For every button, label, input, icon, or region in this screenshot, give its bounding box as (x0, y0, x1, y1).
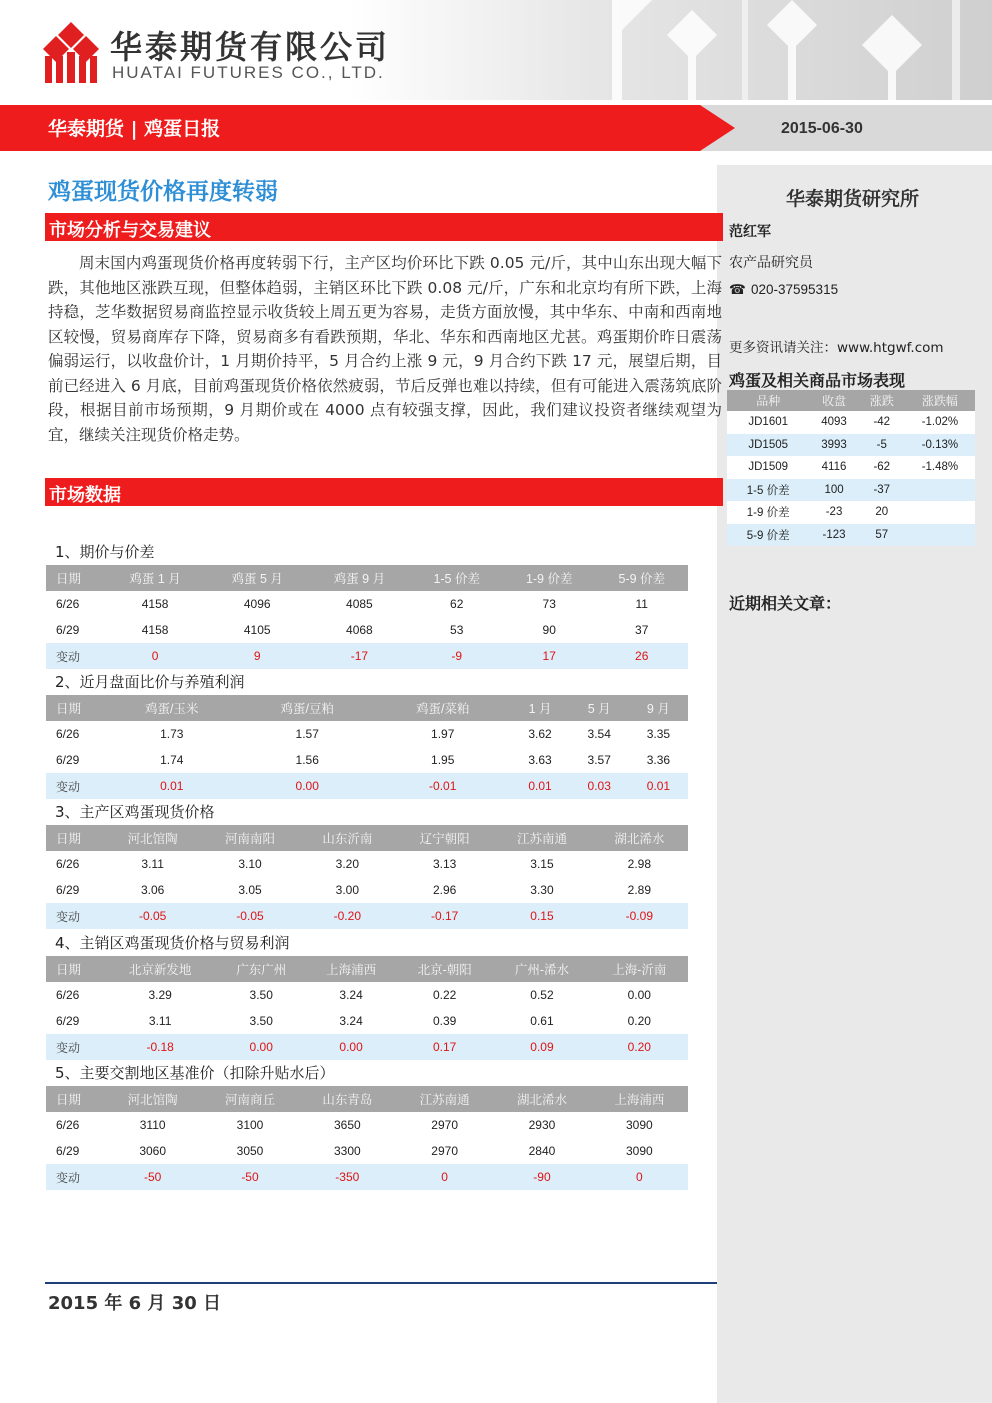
column-header: 广州-浠水 (493, 956, 590, 982)
table-cell: 3090 (625, 1118, 653, 1132)
table-cell: 3650 (333, 1118, 361, 1132)
column-header: 广东广州 (216, 956, 306, 982)
column-header: 河北馆陶 (104, 1086, 201, 1112)
table-cell: 3100 (236, 1118, 264, 1132)
perf-cell: -123 (809, 524, 858, 547)
perf-cell: -62 (859, 456, 905, 479)
table-cell: 2.96 (432, 883, 457, 897)
table-cell: 1.57 (295, 727, 319, 741)
table-cell: 3.36 (646, 753, 671, 767)
table-cell: 0.01 (510, 773, 569, 799)
table-cell: 0.52 (530, 988, 554, 1002)
table-cell: -50 (104, 1164, 201, 1190)
page-header (0, 0, 992, 100)
column-header: 5 月 (570, 695, 629, 721)
column-header: 日期 (46, 565, 104, 591)
market-data-table (46, 956, 688, 1060)
table-row (46, 851, 688, 877)
column-header: 上海-沂南 (591, 956, 688, 982)
perf-cell: JD1601 (727, 411, 809, 434)
table-row (46, 721, 688, 747)
table-cell: 3300 (333, 1144, 361, 1158)
market-performance-table (727, 390, 975, 546)
table-cell: 0.39 (432, 1014, 457, 1028)
table-cell: -0.17 (396, 903, 493, 929)
table-cell: 2.89 (627, 883, 651, 897)
table-cell: -17 (308, 643, 410, 669)
table-cell: 0.22 (432, 988, 457, 1002)
table-row (46, 877, 688, 903)
column-header: 北京-朝阳 (396, 956, 493, 982)
table-row (46, 982, 688, 1008)
perf-cell: -0.13% (905, 434, 975, 457)
table-cell: 变动 (46, 1164, 104, 1190)
footer-divider (45, 1282, 717, 1284)
table-cell: 3.30 (530, 883, 554, 897)
perf-cell: 3993 (809, 434, 858, 457)
column-header: 日期 (46, 956, 104, 982)
table-cell: 4096 (243, 597, 271, 611)
perf-column-header: 收盘 (809, 390, 858, 411)
table-cell: 0 (591, 1164, 688, 1190)
table-cell: 0.00 (216, 1034, 306, 1060)
section-analysis-header (45, 213, 723, 241)
column-header: 日期 (46, 695, 104, 721)
analyst-role: 农产品研究员 (729, 255, 813, 271)
perf-row (727, 501, 975, 524)
table-cell: 2970 (431, 1118, 458, 1132)
perf-cell: 5-9 价差 (727, 524, 809, 547)
market-data-table (46, 695, 688, 799)
table-cell: 53 (450, 623, 464, 637)
table-cell: 3.05 (238, 883, 262, 897)
table-cell: -0.05 (104, 903, 201, 929)
table-cell: 3.13 (432, 857, 457, 871)
table-cell: 3.54 (587, 727, 611, 741)
perf-column-header: 涨跌幅 (905, 390, 975, 411)
table-cell: 3.57 (587, 753, 611, 767)
perf-cell: 4116 (809, 456, 858, 479)
table-cell: 变动 (46, 1034, 104, 1060)
column-header: 鸡蛋 5 月 (206, 565, 308, 591)
column-header: 江苏南通 (396, 1086, 493, 1112)
table-cell: -50 (201, 1164, 298, 1190)
company-name-cn: 华泰期货有限公司 (110, 28, 391, 66)
table-cell: 6/29 (56, 883, 80, 897)
table-cell: 3.20 (335, 857, 359, 871)
more-info-link[interactable]: 更多资讯请关注：www.htgwf.com (729, 340, 944, 356)
table-cell: 6/26 (56, 597, 80, 611)
huatai-logo-icon (42, 22, 100, 84)
analyst-phone (729, 282, 838, 298)
column-header: 9 月 (629, 695, 688, 721)
table-cell: 6/29 (56, 1144, 80, 1158)
table-cell: 3.10 (238, 857, 262, 871)
table-title: 3、主产区鸡蛋现货价格 (55, 803, 215, 821)
table-row (46, 617, 688, 643)
column-header: 北京新发地 (104, 956, 216, 982)
perf-cell (905, 501, 975, 524)
table-cell: 0 (104, 643, 206, 669)
column-header: 1-5 价差 (410, 565, 503, 591)
table-cell: 4085 (346, 597, 373, 611)
table-cell: 0 (396, 1164, 493, 1190)
table-cell: 3060 (139, 1144, 167, 1158)
perf-cell: JD1505 (727, 434, 809, 457)
table-cell: 1.95 (431, 753, 455, 767)
table-cell: 90 (542, 623, 556, 637)
table-row (46, 1112, 688, 1138)
table-cell: 6/29 (56, 623, 80, 637)
institute-name: 华泰期货研究所 (786, 188, 920, 210)
column-header: 鸡蛋/豆粕 (239, 695, 374, 721)
change-row (46, 1164, 688, 1190)
table-cell: 6/26 (56, 1118, 80, 1132)
table-cell: 1.97 (431, 727, 455, 741)
table-cell: 62 (450, 597, 464, 611)
table-cell: 3.11 (148, 1014, 172, 1028)
table-title: 4、主销区鸡蛋现货价格与贸易利润 (55, 934, 290, 952)
change-row (46, 643, 688, 669)
column-header: 上海浦西 (306, 956, 396, 982)
table-cell: -0.20 (299, 903, 396, 929)
perf-cell: -5 (859, 434, 905, 457)
column-header: 1-9 价差 (503, 565, 596, 591)
table-cell: 3.29 (148, 988, 172, 1002)
column-header: 河南南阳 (201, 825, 298, 851)
perf-cell: -23 (809, 501, 858, 524)
table-cell: 0.01 (629, 773, 688, 799)
perf-cell: 57 (859, 524, 905, 547)
table-cell: 3110 (139, 1118, 166, 1132)
perf-cell: 1-5 价差 (727, 479, 809, 502)
column-header: 日期 (46, 825, 104, 851)
perf-cell: 4093 (809, 411, 858, 434)
table-cell: -90 (493, 1164, 590, 1190)
phone-number: 020-37595315 (751, 282, 839, 297)
table-cell: 4158 (141, 597, 169, 611)
column-header: 江苏南通 (493, 825, 590, 851)
perf-column-header: 品种 (727, 390, 809, 411)
table-cell: 0.03 (570, 773, 629, 799)
table-cell: -0.05 (201, 903, 298, 929)
table-cell: 3.00 (335, 883, 359, 897)
column-header: 鸡蛋/菜粕 (375, 695, 510, 721)
perf-cell (905, 479, 975, 502)
table-cell: 6/26 (56, 988, 80, 1002)
market-data-table (46, 565, 688, 669)
table-cell: 3.50 (249, 988, 273, 1002)
market-performance-title: 鸡蛋及相关商品市场表现 (729, 371, 906, 390)
report-banner (0, 100, 992, 152)
perf-cell: 100 (809, 479, 858, 502)
table-header-row (46, 1086, 688, 1112)
table-cell: 0.00 (627, 988, 651, 1002)
table-cell: 6/29 (56, 753, 80, 767)
table-cell: 0.00 (306, 1034, 396, 1060)
table-cell: 1.56 (295, 753, 319, 767)
column-header: 湖北浠水 (591, 825, 688, 851)
table-header-row (46, 825, 688, 851)
table-row (46, 1008, 688, 1034)
perf-cell (905, 524, 975, 547)
table-row (46, 591, 688, 617)
change-row (46, 1034, 688, 1060)
table-cell: 变动 (46, 643, 104, 669)
column-header: 河北馆陶 (104, 825, 201, 851)
table-cell: 3050 (236, 1144, 264, 1158)
table-cell: 0.20 (591, 1034, 688, 1060)
table-cell: 2.98 (627, 857, 651, 871)
column-header: 鸡蛋/玉米 (104, 695, 239, 721)
section-data-header (45, 478, 723, 506)
perf-cell: -37 (859, 479, 905, 502)
perf-row (727, 456, 975, 479)
table-cell: 3090 (625, 1144, 653, 1158)
company-name-en: HUATAI FUTURES CO., LTD. (112, 63, 385, 82)
perf-cell: 20 (859, 501, 905, 524)
perf-row (727, 479, 975, 502)
table-cell: 6/29 (56, 1014, 80, 1028)
footer-date: 2015 年 6 月 30 日 (48, 1293, 222, 1314)
table-cell: 0.15 (493, 903, 590, 929)
table-title: 1、期价与价差 (55, 543, 155, 561)
perf-cell: JD1509 (727, 456, 809, 479)
column-header: 河南商丘 (201, 1086, 298, 1112)
table-cell: 0.20 (627, 1014, 651, 1028)
section-data-title: 市场数据 (49, 485, 121, 506)
table-cell: 2930 (528, 1118, 556, 1132)
perf-cell: -42 (859, 411, 905, 434)
table-cell: 0.17 (396, 1034, 493, 1060)
table-cell: -350 (299, 1164, 396, 1190)
column-header: 5-9 价差 (595, 565, 688, 591)
table-cell: 3.35 (646, 727, 671, 741)
change-row (46, 903, 688, 929)
table-row (46, 747, 688, 773)
table-title: 2、近月盘面比价与养殖利润 (55, 673, 245, 691)
table-row (46, 1138, 688, 1164)
column-header: 1 月 (510, 695, 569, 721)
table-cell: 3.24 (339, 988, 363, 1002)
column-header: 辽宁朝阳 (396, 825, 493, 851)
table-cell: 11 (635, 597, 648, 611)
header-decoration (592, 0, 992, 100)
column-header: 湖北浠水 (493, 1086, 590, 1112)
table-cell: 变动 (46, 773, 104, 799)
column-header: 山东沂南 (299, 825, 396, 851)
table-cell: 26 (595, 643, 688, 669)
table-cell: 0.09 (493, 1034, 590, 1060)
column-header: 日期 (46, 1086, 104, 1112)
column-header: 山东青岛 (299, 1086, 396, 1112)
table-cell: 4105 (243, 623, 271, 637)
table-cell: 2970 (431, 1144, 458, 1158)
analysis-paragraph: 周末国内鸡蛋现货价格再度转弱下行，主产区均价环比下跌 0.05 元/斤，其中山东出现大幅下跌，其他地区涨跌互现，但整体趋弱，主销区环比下跌 0.08 元/斤，广东和北京均有所下跌，上海持稳，芝华数据贸易商监控显示收货较上周五更为容易，走货方面放慢，其中华东、中南和西南地区较慢，贸易商库存下降，贸易商多有看跌预期，华北、华东和西南地区尤甚。鸡蛋期价昨日震荡偏弱运行，以收盘价计，1 月期价持平，5 月合约上涨 9 元，9 月合约下跌 17 元，展望后期，目前已经进入 6 月底，目前鸡蛋现货价格依然疲弱，节后反弹也难以持续，但有可能进入震荡筑底阶段，根据目前市场预期，9 月期价或在 4000 点有较强支撑，因此，我们建议投资者继续观望为宜，继续关注现货价格走势。 (48, 254, 722, 444)
report-title: 华泰期货 | 鸡蛋日报 (48, 118, 221, 140)
table-cell: 3.06 (140, 883, 165, 897)
table-title: 5、主要交割地区基准价（扣除升贴水后） (55, 1064, 335, 1082)
table-cell: 3.63 (528, 753, 552, 767)
table-cell: 73 (542, 597, 556, 611)
table-cell: -9 (410, 643, 503, 669)
table-cell: 3.62 (528, 727, 552, 741)
analyst-name: 范红军 (729, 224, 771, 240)
perf-cell: -1.48% (905, 456, 975, 479)
table-cell: -0.09 (591, 903, 688, 929)
table-cell: 变动 (46, 903, 104, 929)
column-header: 鸡蛋 9 月 (308, 565, 410, 591)
table-header-row (46, 565, 688, 591)
table-cell: 1.74 (160, 753, 184, 767)
table-header-row (46, 695, 688, 721)
table-cell: 3.11 (141, 857, 164, 871)
table-cell: -0.01 (375, 773, 510, 799)
table-cell: 3.15 (530, 857, 554, 871)
change-row (46, 773, 688, 799)
table-cell: 9 (206, 643, 308, 669)
market-data-table (46, 825, 688, 929)
table-cell: 2840 (528, 1144, 556, 1158)
perf-row (727, 411, 975, 434)
recent-articles-title: 近期相关文章： (729, 594, 842, 613)
section-analysis-title: 市场分析与交易建议 (49, 220, 211, 241)
table-cell: 4068 (346, 623, 373, 637)
table-header-row (46, 956, 688, 982)
report-date: 2015-06-30 (781, 120, 863, 137)
perf-row (727, 524, 975, 547)
perf-row (727, 434, 975, 457)
table-cell: 3.24 (339, 1014, 363, 1028)
article-title: 鸡蛋现货价格再度转弱 (48, 179, 278, 205)
column-header: 上海浦西 (591, 1086, 688, 1112)
table-cell: 4158 (141, 623, 169, 637)
perf-cell: -1.02% (905, 411, 975, 434)
table-cell: -0.18 (104, 1034, 216, 1060)
table-cell: 1.73 (160, 727, 184, 741)
market-data-table (46, 1086, 688, 1190)
table-cell: 6/26 (56, 727, 80, 741)
perf-column-header: 涨跌 (859, 390, 905, 411)
table-cell: 3.50 (249, 1014, 273, 1028)
table-cell: 17 (503, 643, 596, 669)
table-cell: 0.61 (530, 1014, 554, 1028)
table-cell: 6/26 (56, 857, 80, 871)
table-cell: 0.01 (104, 773, 239, 799)
column-header: 鸡蛋 1 月 (104, 565, 206, 591)
perf-cell: 1-9 价差 (727, 501, 809, 524)
phone-icon: ☎ (729, 282, 746, 297)
table-cell: 0.00 (239, 773, 374, 799)
table-cell: 37 (635, 623, 649, 637)
perf-header-row (727, 390, 975, 411)
